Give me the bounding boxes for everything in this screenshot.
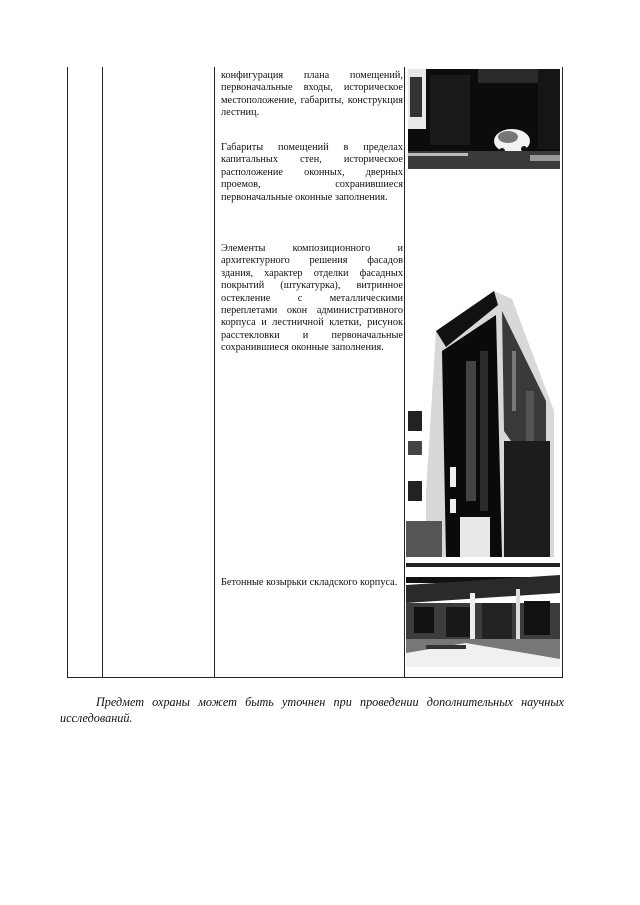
photo-building-facade bbox=[406, 291, 562, 557]
footnote-text: Предмет охраны может быть уточнен при проведении дополнительных научных исследований. bbox=[60, 695, 564, 725]
table-column-divider-1 bbox=[102, 67, 103, 678]
table-border-left bbox=[67, 67, 68, 678]
description-column bbox=[215, 67, 403, 678]
table-column-divider-3 bbox=[404, 67, 405, 678]
table-border-right bbox=[562, 67, 563, 678]
paragraph-layout: конфигурация плана помещений, первоначальные входы, историческое местоположение, габариты, конструкция лестниц. bbox=[221, 70, 403, 119]
paragraph-room-dimensions: Габариты помещений в пределах капитальных стен, историческое расположение оконных, дверных проемов, сохранившиеся первоначальные оконные заполнения. bbox=[221, 142, 403, 203]
photo-interior-car bbox=[408, 69, 560, 169]
photo-warehouse-canopies bbox=[406, 563, 560, 667]
protection-table bbox=[67, 67, 563, 678]
paragraph-facade-elements: Элементы композиционного и архитектурного решения фасадов здания, характер отделки фасадных покрытий (штукатурка), витринное остекление с металлическими переплетами окон административного корпуса и лестничной клетки, рисунок расстекловки и первоначальные сохранившиеся оконные заполнения. bbox=[221, 243, 403, 354]
paragraph-concrete-canopies: Бетонные козырьки складского корпуса. bbox=[221, 577, 398, 588]
